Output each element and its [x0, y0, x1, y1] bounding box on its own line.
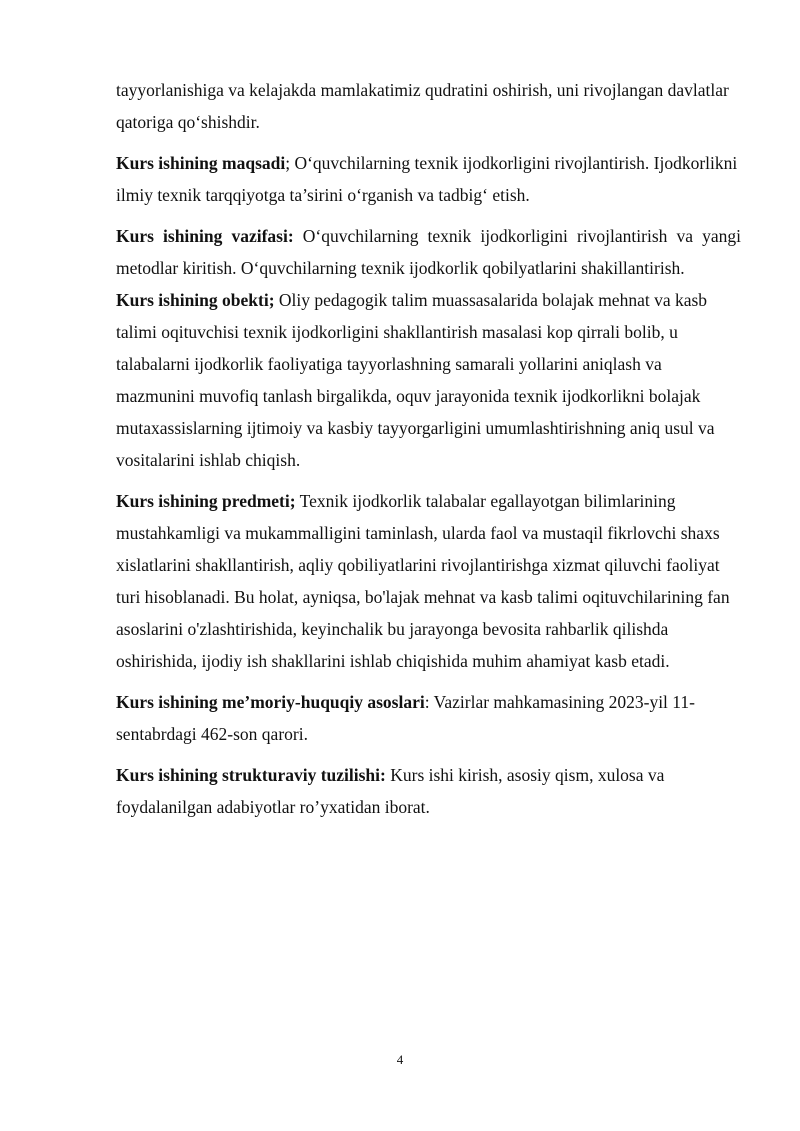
legal-basis-text: : Vazirlar mahkamasining 2023-yil 11-sentabrdagi 462-son qarori.	[116, 692, 695, 744]
structure-text: Kurs ishi kirish, asosiy qism, xulosa va foydalanilgan adabiyotlar ro’yxatidan iborat.	[116, 765, 665, 817]
paragraph-subject	[116, 485, 741, 677]
tasks-text: O‘quvchilarning texnik ijodkorligini rivojlantirish va yangi metodlar kiritish. O‘quvchilarning texnik ijodkorlik qobilyatlarini shakillantirish.	[116, 226, 741, 278]
goal-text: ; O‘quvchilarning texnik ijodkorligini rivojlantirish. Ijodkorlikni ilmiy texnik tarqqiyotga ta’sirini o‘rganish va tadbig‘ etish.	[116, 153, 738, 205]
page-number: 4	[396, 1052, 404, 1067]
paragraph-structure	[116, 759, 741, 823]
subject-heading: Kurs ishining predmeti;	[116, 491, 296, 511]
paragraph-intro-text: tayyorlanishiga va kelajakda mamlakatimiz qudratini oshirish, uni rivojlangan davlatlar qatoriga qo‘shishdir.	[116, 80, 729, 132]
document-body	[116, 74, 741, 823]
paragraph-object	[116, 284, 741, 476]
paragraph-legal-basis	[116, 686, 741, 750]
legal-basis-heading: Kurs ishining me’moriy-huquqiy asoslari	[116, 692, 425, 712]
structure-heading: Kurs ishining strukturaviy tuzilishi:	[116, 765, 386, 785]
goal-heading: Kurs ishining maqsadi	[116, 153, 286, 173]
paragraph-goal	[116, 147, 741, 211]
object-text: Oliy pedagogik talim muassasalarida bolajak mehnat va kasb talimi oqituvchisi texnik ijodkorligini shakllantirish masalasi kop qirrali bolib, u talabalarni ijodkorlik faoliyatiga tayyorlashning samarali yollarini aniqlash va mazmunini muvofiq tanlash birgalikda, oquv jarayonida texnik ijodkorlikni bolajak mutaxassislarning ijtimoiy va kasbiy tayyorgarligini umumlashtirishning aniq usul va vositalarini ishlab chiqish.	[116, 290, 715, 470]
paragraph-tasks	[116, 220, 741, 284]
tasks-heading: Kurs ishining vazifasi:	[116, 226, 294, 246]
subject-text: Texnik ijodkorlik talabalar egallayotgan bilimlarining mustahkamligi va mukammalligini taminlash, ularda faol va mustaqil fikrlovchi shaxs xislatlarini shakllantirish, aqliy qobiliyatlarini rivojlantirishga xizmat qiluvchi faoliyat turi hisoblanadi. Bu holat, ayniqsa, bo'lajak mehnat va kasb talimi oqituvchilarining fan asoslarini o'zlashtirishida, keyinchalik bu jarayonga bevosita rahbarlik qilishda oshirishida, ijodiy ish shakllarini ishlab chiqishida muhim ahamiyat kasb etadi.	[116, 491, 730, 671]
paragraph-intro	[116, 74, 741, 138]
object-heading: Kurs ishining obekti;	[116, 290, 275, 310]
